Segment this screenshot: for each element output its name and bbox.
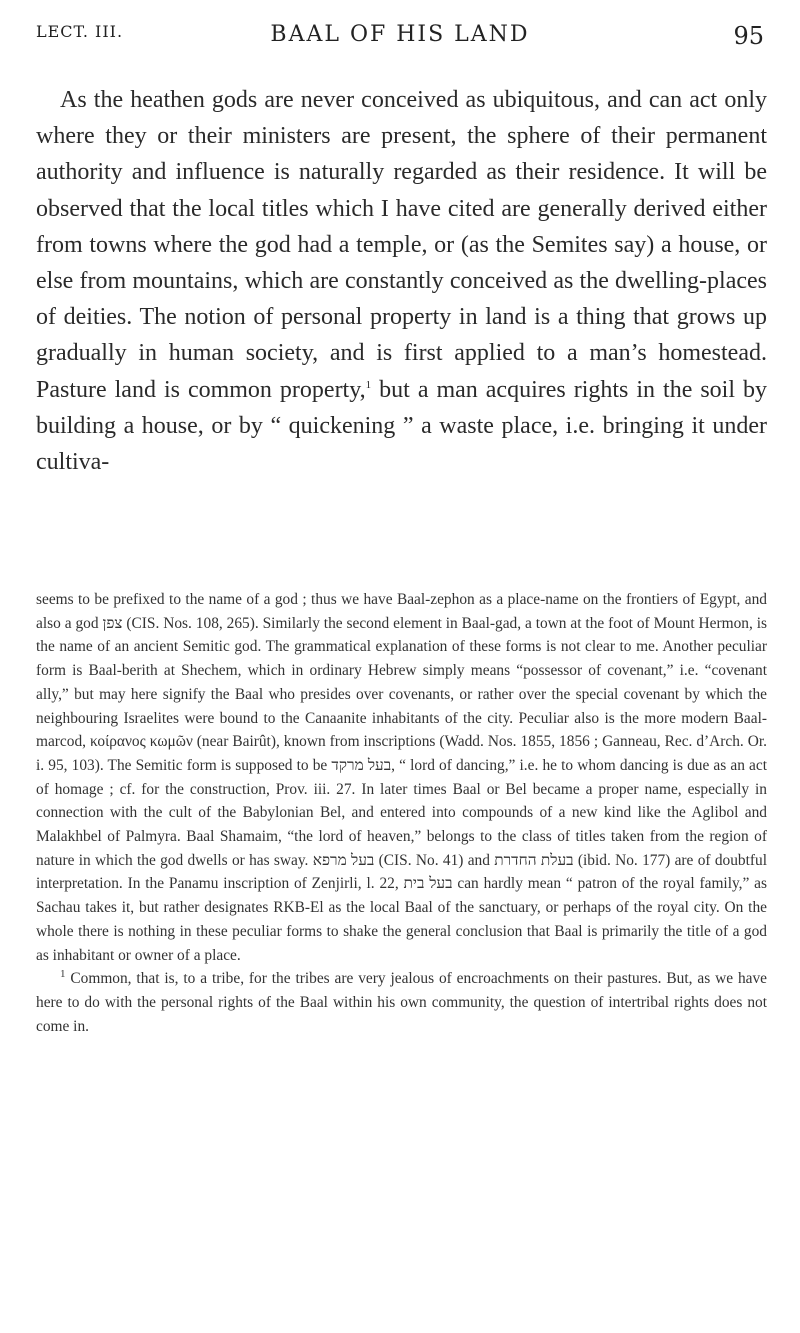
main-text [36,82,767,480]
footnote-reference: 1 [365,378,372,391]
running-title: BAAL OF HIS LAND [270,22,530,47]
footnote-1 [36,967,767,1038]
footnote-1-text: Common, that is, to a tribe, for the tribes are very jealous of encroachments on their pastures. But, as we have here to do with the personal rights of the Baal within his own community, the question of intertribal rights does not come in. [36,970,767,1035]
lecture-label: LECT. III. [36,22,124,41]
paragraph-text-end: but a man acquires rights in the soil by building a house, or by “ quickening ” a waste place, i.e. bringing it under cultiva- [36,376,767,476]
running-header [36,22,764,58]
page-number: 95 [733,22,764,50]
main-paragraph [36,82,767,480]
paragraph-text: As the heathen gods are never conceived as ubiquitous, and can act only where they or their ministers are present, the sphere of their permanent authority and influence is naturally regarded as their residence. It will be observed that the local titles which I have cited are generally derived either from towns where the god had a temple, or (as the Semites say) a house, or else from mountains, which are constantly conceived as the dwelling-places of deities. The notion of personal property in land is a thing that grows up gradually in human society, and is first applied to a man’s homestead. Pasture land is common property, [36,87,767,403]
footnote-continuation: seems to be prefixed to the name of a god ; thus we have Baal-zephon as a place-name on the frontiers of Egypt, and also a god צפן (CIS. Nos. 108, 265). Similarly the second element in Baal-gad, a town at the foot of Mount Hermon, is the name of an ancient Semitic god. The grammatical explanation of these forms is not clear to me. Another peculiar form is Baal-berith at Shechem, which in ordinary Hebrew simply means “possessor of covenant,” i.e. “covenant ally,” but may here signify the Baal who presides over covenants, or rather over the special covenant by which the neighbouring Israelites were bound to the Canaanite inhabitants of the city. Peculiar also is the more modern Baal-marcod, κοίρανος κωμῶν (near Bairût), known from inscriptions (Wadd. Nos. 1855, 1856 ; Ganneau, Rec. d’Arch. Or. i. 95, 103). The Semitic form is supposed to be בעל מרקד, “ lord of dancing,” i.e. he to whom dancing is due as an act of homage ; cf. for the construction, Prov. iii. 27. In later times Baal or Bel became a proper name, especially in connection with the cult of the Babylonian Bel, and entered into compounds of a new kind like the Aglibol and Malakhbel of Palmyra. Baal Shamaim, “the lord of heaven,” belongs to the class of titles taken from the region of nature in which the god dwells or has sway. בעל מרפא (CIS. No. 41) and בעלת החדרת (ibid. No. 177) are of doubtful interpretation. In the Panamu inscription of Zenjirli, l. 22, בעל בית can hardly mean “ patron of the royal family,” as Sachau takes it, but rather designates RKB-El as the local Baal of the sanctuary, or perhaps of the royal city. On the whole there is nothing in these peculiar forms to shake the general conclusion that Baal is primarily the title of a god as inhabitant or owner of a place. [36,591,768,964]
footnotes [36,588,767,1038]
footnote-marker: 1 [60,968,66,981]
